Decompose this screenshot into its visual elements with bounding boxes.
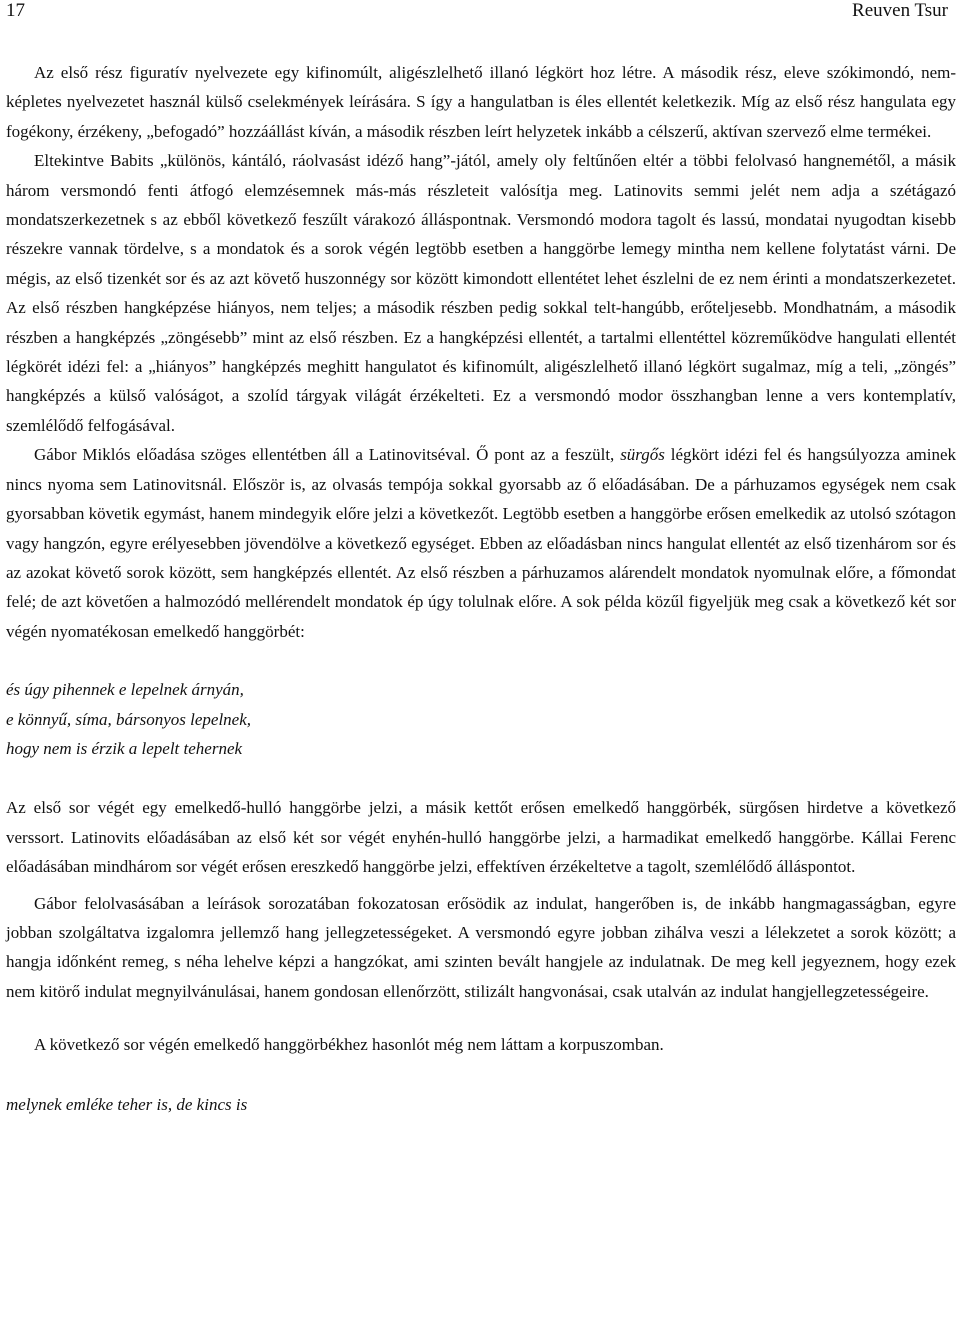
paragraph-3 <box>6 440 956 646</box>
document-body <box>6 58 956 1119</box>
poem-line: és úgy pihennek e lepelnek árnyán, <box>6 680 244 700</box>
paragraph-6: A következő sor végén emelkedő hanggörbékhez hasonlót még nem láttam a korpuszomban. <box>34 1035 664 1055</box>
paragraph-2: Eltekintve Babits „különös, kántáló, ráolvasást idéző hang”-jától, amely oly feltűnően eltér a többi felolvasó hangnemétől, a másik három versmondó fenti átfogó elemzésemnek más-más részleteit valósítja meg. Latinovits semmi jelét nem adja a szétágazó mondatszerkezetnek s az ebből következő feszűlt várakozó álláspontnak. Versmondó modora tagolt és lassú, mondatai nyugodtan kisebb részekre vannak tördelve, s a mondatok és a sorok végén legtöbb esetben a hanggörbe lemegy mintha nem kellene folytatást várni. De mégis, az első tizenkét sor és az azt követő huszonnégy sor között kimondott ellentétet lehet észlelni de ez nem érinti a mondatszerkezetet. Az első részben hangképzése hiányos, nem teljes; a második részben pedig sokkal telt-hangúbb, erőteljesebb. Mondhatnám, a második részben a hangképzés „zöngésebb” mint az első részben. Ez a hangképzési ellentét, a tartalmi ellentéttel közreműködve hangulati ellentét légkörét idézi fel: a „hiányos” hangképzés meghitt hangulatot és kifinomúlt, aligészlelhető illanó légkört sugalmaz, míg a teli, „zöngés” hangképzés a külső valóságot, a szolíd tárgyak világát érzékelteti. Ez a versmondó modor összhangban lenne a vers kontemplatív, szemlélődő felfogásával. <box>6 151 956 435</box>
paragraph-5: Gábor felolvasásában a leírások sorozatában fokozatosan erősödik az indulat, hangerőben is, de inkább hangmagasságban, egyre jobban szolgáltatva izgalomra jellemző hang jellegzetességeket. A versmondó egyre jobban zihálva veszi a lélekzetet a sorok között; a hangja időnként remeg, s néha lehelve képzi a hangzókat, ami szinten bevált hangjele az indulatnak. De meg kell jegyeznem, hogy ezek nem kitörő indulat megnyilvánulásai, hanem gondosan ellenőrzött, stilizált hangvonásai, csak utalván az indulat hangjellegzetességeire. <box>6 893 956 1001</box>
paragraph-3-text-rest: légkört idézi fel és hangsúlyozza aminek nincs nyoma sem Latinovitsnál. Először is, az olvasás tempója sokkal gyorsabb az ő előadásában. De a párhuzamos egységek nem csak gyorsabban követik egymást, hanem mindegyik előre jelzi a következőt. Legtöbb esetben a hanggörbe erősen emelkedik az utolsó szótagon vagy hangzón, egyre erélyesebben jövendölve a következő egységet. Ebben az előadásban nincs hangulat ellentét az első tizenhárom sor és az azokat követő sorok között, sem hangképzés ellentét. Az első részben a párhuzamos alárendelt mondatok nyomulnak előre, a főmondat felé; de azt követően a halmozódó mellérendelt mondatok ép úgy tolulnak előre. A sok példa közűl figyeljük meg csak a következő két sor végén nyomatékosan emelkedő hanggörbét: <box>6 445 956 641</box>
poem-quote-2 <box>6 1090 956 1119</box>
poem-line: melynek emléke teher is, de kincs is <box>6 1094 248 1114</box>
poem-line: hogy nem is érzik a lepelt tehernek <box>6 738 243 758</box>
paragraph-3-text: Gábor Miklós előadása szöges ellentétben áll a Latinovitséval. Ő pont az a feszült, <box>34 445 621 465</box>
paragraph-4: Az első sor végét egy emelkedő-hulló hanggörbe jelzi, a másik kettőt erősen emelkedő hanggörbék, sürgősen hirdetve a következő verssort. Latinovits előadásában az első két sor végét enyhén-hulló hanggörbe jelzi, a harmadikat emelkedő hanggörbe. Kállai Ferenc előadásában mindhárom sor végét erősen ereszkedő hanggörbe jelzi, effektíven érzékeltetve a tagolt, szemlélődő álláspontot. <box>6 798 956 877</box>
poem-quote-1 <box>6 675 956 763</box>
page-number: 17 <box>6 0 25 21</box>
paragraph-1: Az első rész figuratív nyelvezete egy kifinomúlt, aligészlelhető illanó légkört hoz létre. A második rész, eleve szókimondó, nem-képletes nyelvezetet használ külső cselekmények leírására. S így a hangulatban is éles ellentét keletkezik. Míg az első rész hangulata egy fogékony, érzékeny, „befogadó” hozzáállást kíván, a második részben leírt helyzetek inkább a célszerű, aktívan szervező elme termékei. <box>6 63 956 141</box>
page-header <box>0 0 960 24</box>
paragraph-3-emphasis: sürgős <box>620 445 665 465</box>
running-head-author: Reuven Tsur <box>852 0 948 21</box>
poem-line: e könnyű, síma, bársonyos lepelnek, <box>6 709 252 729</box>
